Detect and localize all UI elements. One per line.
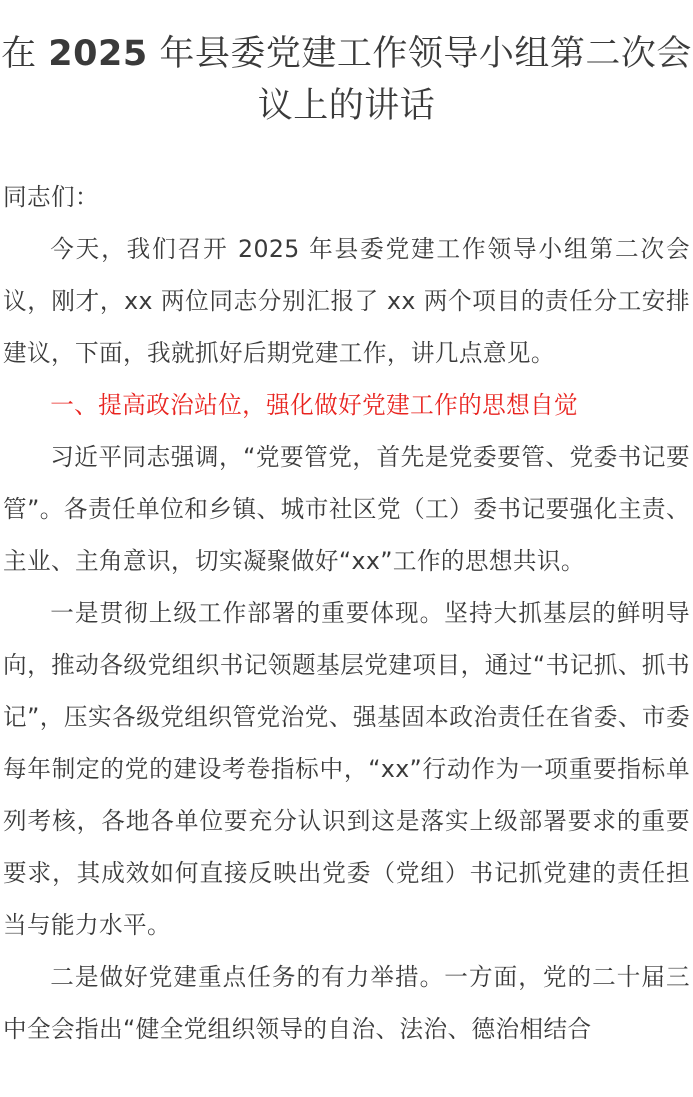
title-year: 2025 (48, 34, 148, 74)
title-prefix: 在 (1, 34, 49, 74)
paragraph-quote: 习近平同志强调，“党要管党，首先是党委要管、党委书记要管”。各责任单位和乡镇、城市社区党（工）委书记要强化主责、主业、主角意识，切实凝聚做好“xx”工作的思想共识。 (3, 443, 690, 575)
document-body (0, 171, 693, 1055)
paragraph-intro: 今天，我们召开 2025 年县委党建工作领导小组第二次会议，刚才，xx 两位同志分别汇报了 xx 两个项目的责任分工安排建议，下面，我就抓好后期党建工作，讲几点意见。 (3, 235, 690, 367)
paragraph-point-2: 二是做好党建重点任务的有力举措。一方面，党的二十届三中全会指出“健全党组织领导的自治、法治、德治相结合 (3, 963, 690, 1043)
title-line2: 议上的讲话 (257, 86, 436, 126)
paragraph-point-1: 一是贯彻上级工作部署的重要体现。坚持大抓基层的鲜明导向，推动各级党组织书记领题基层党建项目，通过“书记抓、抓书记”，压实各级党组织管党治党、强基固本政治责任在省委、市委每年制定的党的建设考卷指标中，“xx”行动作为一项重要指标单列考核，各地各单位要充分认识到这是落实上级部署要求的重要要求，其成效如何直接反映出党委（党组）书记抓党建的责任担当与能力水平。 (3, 599, 690, 939)
title-rest: 年县委党建工作领导小组第二次会 (147, 34, 692, 74)
salutation: 同志们： (3, 183, 99, 211)
document-title (0, 0, 693, 132)
section-heading-1: 一、提高政治站位，强化做好党建工作的思想自觉 (50, 391, 579, 419)
